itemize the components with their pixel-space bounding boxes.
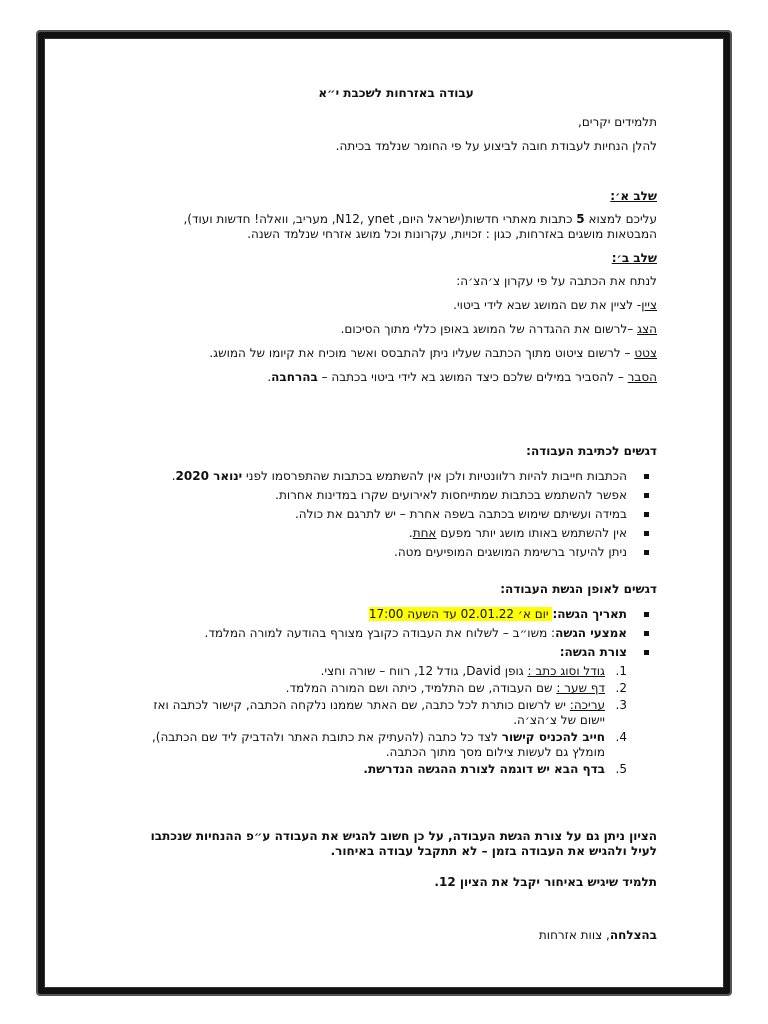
list-item: אמצעי הגשה: משו״ב – לשלוח את העבודה כקובץ מצורף בהודעה למורה המלמד. [135,626,657,641]
list-item: ניתן להיעזר ברשימת המושגים המופיעים מטה. [135,545,657,560]
writing-heading: דגשים לכתיבת העבודה: [526,444,657,458]
signoff: בהצלחה, צוות אזרחות [538,928,657,942]
stage-b-item-hesber: הסבר – להסביר במילים שלכם כיצד המושג בא לידי ביטוי בכתבה – בהרחבה. [267,370,657,384]
stage-b-item-tzatet: צטט – לרשום ציטוט מתוך הכתבה שעליו ניתן להתבסס ואשר מוכיח את קיומו של המושג. [209,346,657,360]
grading-notice: הציון ניתן גם על צורת הגשת העבודה, על כן חשוב להגיש את העבודה ע״פ ההנחיות שנכתבו לעיל ולהגיש את העבודה בזמן – לא תתקבל עבודה באיחור. [150,829,657,858]
list-item: אפשר להשתמש בכתבות שמתייחסות לאירועים שקרו במדינות אחרות. [135,488,657,503]
stage-b-heading: שלב ב׳: [611,251,657,265]
late-notice: תלמיד שיגיש באיחור יקבל את הציון 12. [434,875,657,889]
document-title: עבודה באזרחות לשכבת י״א [318,86,474,100]
list-item: אין להשתמש באותו מושג יותר מפעם אחת. [135,526,657,541]
list-item: 3. עריכה: יש לרשום כותרת לכל כתבה, שם האתר שממנו נלקחה הכתבה, קישור לכתבה ואז יישום של צ׳הצ׳ה. [153,698,627,727]
stage-b-intro: לנתח את הכתבה על פי עקרון צ׳הצ׳ה: [456,274,657,288]
list-item: 1. גודל וסוג כתב : גופן David, גודל 12, רווח – שורה וחצי. [320,664,627,678]
list-item: 4. חייב להכניס קישור לצד כל כתבה (להעתיק את כתובת האתר ולהדביק ליד שם הכתבה), מומלץ גם לעשות צילום מסך מתוך הכתבה. [151,730,627,759]
stage-b-item-hatzeg: הצג –לרשום את ההגדרה של המושג באופן כללי מתוך הסיכום. [340,322,657,336]
document-body [135,86,657,952]
list-item: 5. בדף הבא יש דוגמה לצורת ההגשה הנדרשת. [363,762,627,776]
list-item: תאריך הגשה: יום א׳ 02.01.22 עד השעה 17:00 [135,607,657,622]
stage-a-text: עליכם למצוא 5 כתבות מאתרי חדשות(ישראל היום, N12, ynet, מעריב, וואלה! חדשות ועוד), המבטאות מושגים באזרחות, כגון : זכויות, עקרונות וכל מושג אזרחי שנלמד השנה. [183,212,657,241]
submission-list [135,607,657,660]
submission-heading: דגשים לאופן הגשת העבודה: [500,582,657,596]
list-item: הכתבות חייבות להיות רלוונטיות ולכן אין להשתמש בכתבות שהתפרסמו לפני ינואר 2020. [135,469,657,484]
stage-a-heading: שלב א׳: [610,189,657,203]
list-item: 2. דף שער : שם העבודה, שם התלמיד, כיתה ושם המורה המלמד. [285,681,627,695]
greeting: תלמידים יקרים, [578,115,657,129]
list-item: במידה ועשיתם שימוש בכתבה בשפה אחרת – יש לתרגם את כולה. [135,507,657,522]
stage-b-item-tziyen: ציין- לציין את שם המושג שבא לידי ביטוי. [453,298,657,312]
writing-list [135,469,657,560]
list-item: צורת הגשה: [135,645,657,660]
submission-form-list [135,664,657,777]
intro-text: להלן הנחיות לעבודת חובה לביצוע על פי החומר שנלמד בכיתה. [335,139,657,153]
due-date-highlight: יום א׳ 02.01.22 עד השעה 17:00 [368,607,553,621]
